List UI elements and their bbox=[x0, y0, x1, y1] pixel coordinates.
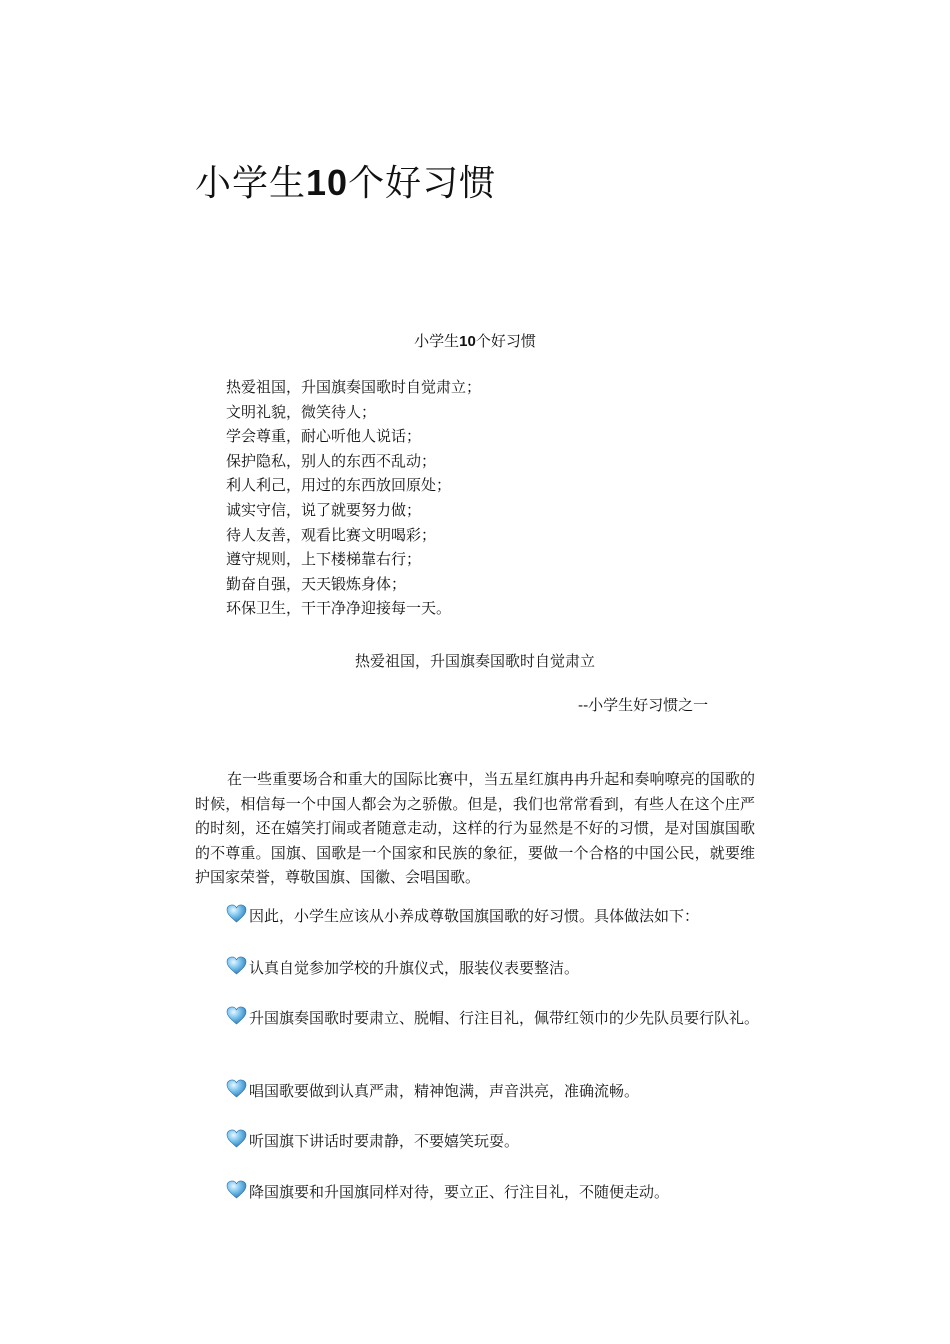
subtitle-number: 10 bbox=[459, 333, 476, 350]
heart-icon bbox=[226, 1079, 247, 1098]
subtitle-prefix: 小学生 bbox=[414, 332, 460, 350]
heart-icon bbox=[226, 1180, 247, 1199]
heart-icon bbox=[226, 956, 247, 975]
bullet-text: 唱国歌要做到认真严肃，精神饱满，声音洪亮，准确流畅。 bbox=[249, 1082, 640, 1100]
habit-item: 诚实守信，说了就要努力做； bbox=[226, 500, 422, 519]
title-prefix: 小学生 bbox=[195, 163, 307, 205]
heart-icon bbox=[226, 1006, 247, 1025]
title-number: 10 bbox=[306, 162, 349, 204]
habit-item: 待人友善，观看比赛文明喝彩； bbox=[226, 525, 437, 544]
page-title bbox=[195, 157, 496, 210]
habit-item: 学会尊重，耐心听他人说话； bbox=[226, 427, 422, 446]
bullet-paragraph bbox=[195, 1125, 760, 1158]
section-title: 热爱祖国，升国旗奏国歌时自觉肃立 bbox=[354, 652, 595, 670]
bullet-paragraph bbox=[195, 900, 760, 933]
habit-item: 环保卫生，干干净净迎接每一天。 bbox=[226, 599, 452, 618]
bullet-text: 降国旗要和升国旗同样对待，要立正、行注目礼，不随便走动。 bbox=[249, 1183, 670, 1201]
subtitle bbox=[0, 330, 950, 353]
title-suffix: 个好习惯 bbox=[348, 163, 497, 205]
bullet-paragraph bbox=[195, 1002, 760, 1035]
section-subtitle: --小学生好习惯之一 bbox=[578, 696, 709, 714]
bullet-text: 升国旗奏国歌时要肃立、脱帽、行注目礼，佩带红领巾的少先队员要行队礼。 bbox=[249, 1009, 760, 1027]
subtitle-suffix: 个好习惯 bbox=[475, 332, 536, 350]
bullet-paragraph bbox=[195, 1176, 760, 1209]
habit-item: 勤奋自强，天天锻炼身体； bbox=[226, 574, 407, 593]
habit-item: 保护隐私，别人的东西不乱动； bbox=[226, 451, 437, 470]
habit-item: 遵守规则，上下楼梯靠右行； bbox=[226, 550, 422, 569]
heart-icon bbox=[226, 1129, 247, 1148]
bullet-paragraph bbox=[195, 1075, 760, 1108]
bullet-text: 听国旗下讲话时要肃静，不要嬉笑玩耍。 bbox=[249, 1132, 520, 1150]
habit-list bbox=[226, 375, 481, 621]
habit-item: 利人利己，用过的东西放回原处； bbox=[226, 476, 452, 495]
habit-item: 热爱祖国，升国旗奏国歌时自觉肃立； bbox=[226, 378, 482, 396]
intro-paragraph: 在一些重要场合和重大的国际比赛中，当五星红旗冉冉升起和奏响嘹亮的国歌的时候，相信每一个中国人都会为之骄傲。但是，我们也常常看到，有些人在这个庄严的时刻，还在嬉笑打闹或者随意走动，这样的行为显然是不好的习惯，是对国旗国歌的不尊重。国旗、国歌是一个国家和民族的象征，要做一个合格的中国公民，就要维护国家荣誉，尊敬国旗、国徽、会唱国歌。 bbox=[195, 770, 755, 887]
bullet-paragraph bbox=[195, 952, 760, 985]
bullet-text: 认真自觉参加学校的升旗仪式，服装仪表要整洁。 bbox=[249, 959, 580, 977]
bullet-text: 因此，小学生应该从小养成尊敬国旗国歌的好习惯。具体做法如下： bbox=[249, 907, 700, 925]
habit-item: 文明礼貌，微笑待人； bbox=[226, 402, 377, 421]
heart-icon bbox=[226, 904, 247, 923]
